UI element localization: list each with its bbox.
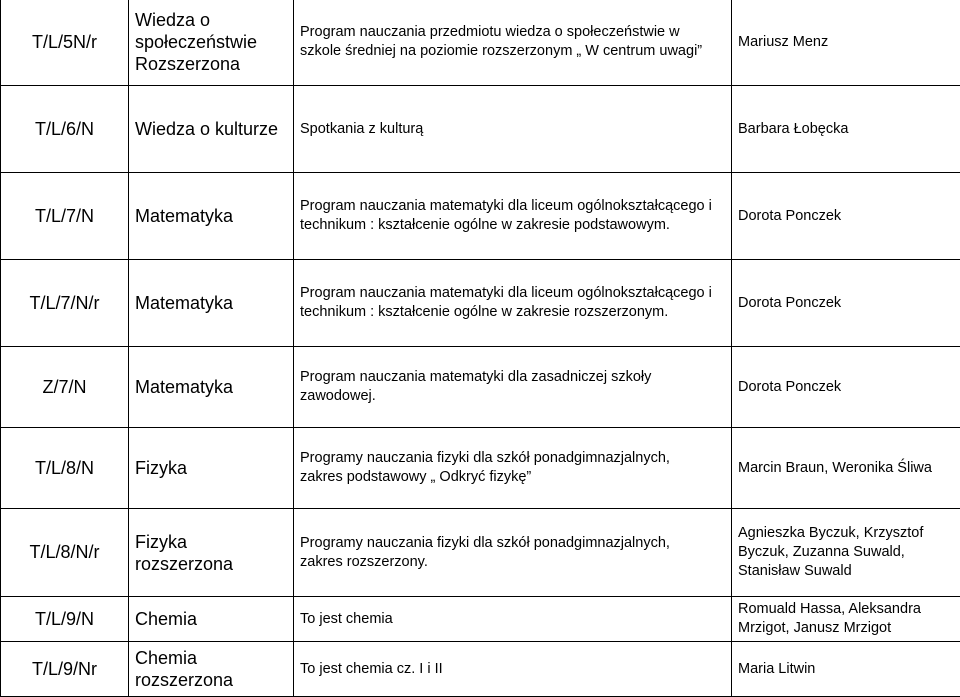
table-row [1,347,960,428]
program-code: T/L/9/Nr [1,642,129,697]
subject-name: Chemia [129,597,294,642]
table-row [1,428,960,509]
program-author: Dorota Ponczek [732,173,960,260]
program-title: Program nauczania matematyki dla liceum ogólnokształcącego i technikum : kształcenie ogólne w zakresie podstawowym. [294,173,732,260]
program-author: Mariusz Menz [732,0,960,86]
program-code: T/L/7/N/r [1,260,129,347]
program-code: T/L/7/N [1,173,129,260]
program-title: Program nauczania przedmiotu wiedza o społeczeństwie w szkole średniej na poziomie rozszerzonym „ W centrum uwagi” [294,0,732,86]
program-author: Barbara Łobęcka [732,86,960,173]
subject-name: Wiedza o społeczeństwie Rozszerzona [129,0,294,86]
subject-name: Fizyka rozszerzona [129,509,294,597]
table-row [1,597,960,642]
program-code: Z/7/N [1,347,129,428]
program-code: T/L/8/N/r [1,509,129,597]
program-author: Agnieszka Byczuk, Krzysztof Byczuk, Zuzanna Suwald, Stanisław Suwald [732,509,960,597]
program-code: T/L/9/N [1,597,129,642]
program-title: To jest chemia cz. I i II [294,642,732,697]
subject-name: Fizyka [129,428,294,509]
subject-name: Matematyka [129,173,294,260]
program-title: Spotkania z kulturą [294,86,732,173]
table-row [1,509,960,597]
program-code: T/L/5N/r [1,0,129,86]
program-author: Dorota Ponczek [732,347,960,428]
table-row [1,642,960,697]
subject-name: Matematyka [129,347,294,428]
subject-name: Chemia rozszerzona [129,642,294,697]
program-title: Program nauczania matematyki dla zasadniczej szkoły zawodowej. [294,347,732,428]
program-author: Marcin Braun, Weronika Śliwa [732,428,960,509]
program-author: Dorota Ponczek [732,260,960,347]
program-title: Programy nauczania fizyki dla szkół ponadgimnazjalnych, zakres rozszerzony. [294,509,732,597]
program-title: To jest chemia [294,597,732,642]
program-code: T/L/6/N [1,86,129,173]
program-title: Programy nauczania fizyki dla szkół ponadgimnazjalnych, zakres podstawowy „ Odkryć fizykę” [294,428,732,509]
program-title: Program nauczania matematyki dla liceum ogólnokształcącego i technikum : kształcenie ogólne w zakresie rozszerzonym. [294,260,732,347]
table-row [1,173,960,260]
program-author: Romuald Hassa, Aleksandra Mrzigot, Janusz Mrzigot [732,597,960,642]
table-row [1,0,960,86]
table-row [1,260,960,347]
table-row [1,86,960,173]
subject-name: Wiedza o kulturze [129,86,294,173]
program-code: T/L/8/N [1,428,129,509]
program-author: Maria Litwin [732,642,960,697]
subject-name: Matematyka [129,260,294,347]
